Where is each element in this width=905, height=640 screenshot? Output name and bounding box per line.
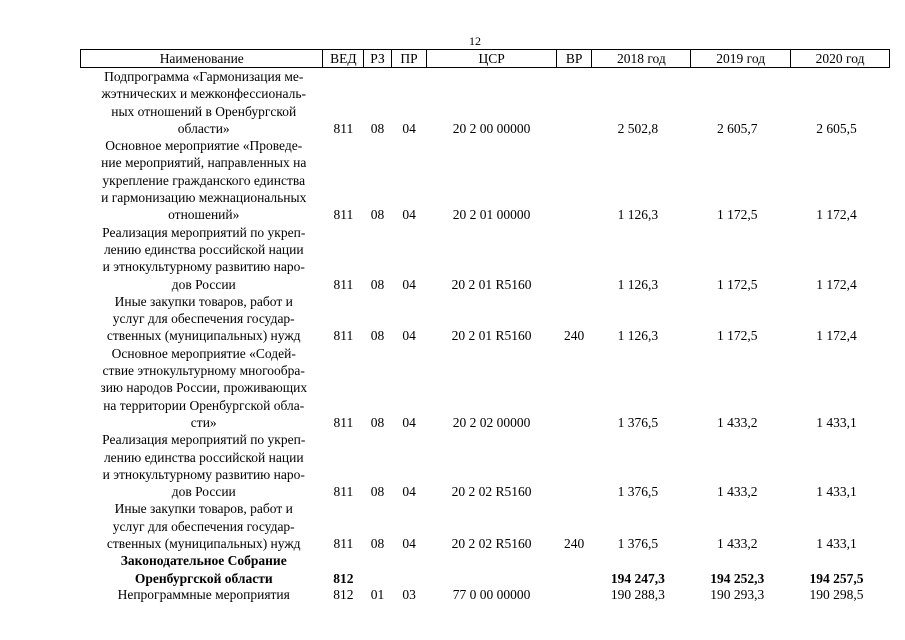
- row-2018: 1 376,5: [617, 536, 659, 552]
- row-name-line: укрепление гражданского единства: [102, 172, 306, 188]
- header-vr: ВР: [556, 50, 592, 68]
- row-name-line: Реализация мероприятий по укреп-: [102, 432, 306, 448]
- row-2019: 1 433,2: [716, 414, 758, 430]
- row-rz: 08: [370, 328, 385, 344]
- row-2018: 1 376,5: [617, 484, 659, 500]
- row-2018: 1 126,3: [617, 276, 659, 292]
- row-2018: 190 288,3: [610, 586, 665, 602]
- header-csr: ЦСР: [427, 50, 556, 68]
- row-name: [81, 587, 323, 602]
- row-ved: 811: [333, 120, 354, 136]
- row-name: [81, 293, 323, 345]
- row-name: [81, 500, 323, 552]
- row-name-line: лению единства российской нации: [103, 449, 304, 465]
- row-2019: 194 252,3: [710, 570, 765, 586]
- row-vr: [556, 345, 592, 431]
- table-row: [81, 500, 890, 552]
- row-vr: [556, 68, 592, 138]
- row-ved: 811: [333, 207, 354, 223]
- table-row: [81, 293, 890, 345]
- row-csr: [427, 552, 556, 587]
- row-name-line: ственных (муниципальных) нужд: [106, 536, 301, 552]
- header-rz: РЗ: [364, 50, 392, 68]
- row-pr: 04: [402, 414, 416, 430]
- row-rz: 08: [370, 207, 385, 223]
- header-2020: 2020 год: [791, 50, 890, 68]
- row-vr: 240: [563, 328, 585, 344]
- budget-table: [80, 49, 890, 602]
- row-name-line: Подпрограмма «Гармонизация ме-: [104, 69, 304, 84]
- row-name-line: зию народов России, проживающих: [100, 380, 308, 396]
- row-2018: 1 126,3: [617, 328, 659, 344]
- row-name-line: Иные закупки товаров, работ и: [114, 293, 293, 309]
- row-ved: 811: [333, 536, 354, 552]
- row-name-line: сти»: [190, 414, 217, 430]
- row-2019: 190 293,3: [710, 586, 765, 602]
- row-name-line: услуг для обеспечения государ-: [112, 311, 295, 327]
- table-row: [81, 587, 890, 602]
- row-csr: 20 2 02 R5160: [451, 484, 532, 500]
- row-2018: 1 126,3: [617, 207, 659, 223]
- page-number: 12: [469, 34, 481, 48]
- row-name-line: дов России: [171, 276, 236, 292]
- row-name-line: ствие этнокультурному многообра-: [102, 363, 305, 379]
- row-2019: 1 433,2: [716, 484, 758, 500]
- row-2018: 194 247,3: [610, 570, 665, 586]
- row-ved: 812: [333, 570, 354, 586]
- row-name: [81, 552, 323, 587]
- row-pr: 03: [402, 586, 416, 602]
- row-rz: 08: [370, 484, 385, 500]
- row-name: [81, 224, 323, 293]
- row-csr: 20 2 00 00000: [452, 120, 531, 136]
- row-2020: 1 433,1: [816, 414, 857, 430]
- row-name-line: Реализация мероприятий по укреп-: [102, 224, 306, 240]
- row-name-line: Оренбургской области: [134, 570, 273, 586]
- row-name: [81, 68, 323, 138]
- row-name-line: Законодательное Собрание: [120, 553, 287, 569]
- row-pr: 04: [402, 276, 416, 292]
- table-header-row: [81, 50, 890, 68]
- header-ved: ВЕД: [323, 50, 364, 68]
- header-2019: 2019 год: [691, 50, 791, 68]
- row-rz: 08: [370, 414, 385, 430]
- row-rz: 08: [370, 276, 385, 292]
- row-ved: 812: [333, 586, 354, 602]
- row-vr: [556, 552, 592, 587]
- row-name-line: отношений»: [168, 207, 240, 223]
- table-row: [81, 137, 890, 223]
- row-name-line: ние мероприятий, направленных на: [101, 155, 307, 171]
- row-rz: 08: [370, 536, 385, 552]
- row-name: [81, 345, 323, 431]
- row-csr: 20 2 02 00000: [452, 414, 531, 430]
- row-2020: 1 433,1: [816, 536, 857, 552]
- row-pr: 04: [402, 207, 416, 223]
- row-ved: 811: [333, 276, 354, 292]
- row-pr: 04: [402, 484, 416, 500]
- row-csr: 20 2 01 00000: [452, 207, 531, 223]
- header-2018: 2018 год: [592, 50, 691, 68]
- row-2020: 1 172,4: [816, 328, 857, 344]
- row-name-line: Иные закупки товаров, работ и: [114, 501, 293, 517]
- row-2019: 2 605,7: [716, 120, 758, 136]
- row-name-line: услуг для обеспечения государ-: [112, 518, 295, 534]
- row-name-line: лению единства российской нации: [103, 241, 304, 257]
- row-name: [81, 137, 323, 223]
- row-name-line: жэтнических и межконфессиональ-: [101, 86, 307, 102]
- row-pr: 04: [402, 120, 416, 136]
- row-name-line: дов России: [171, 484, 236, 500]
- row-name: [81, 431, 323, 500]
- row-name-line: и гармонизацию межнациональных: [101, 190, 307, 206]
- row-pr: [391, 552, 427, 587]
- table-body: [81, 68, 890, 602]
- row-csr: 20 2 02 R5160: [451, 536, 532, 552]
- row-2018: 2 502,8: [617, 120, 659, 136]
- row-rz: 01: [370, 586, 385, 602]
- row-2019: 1 172,5: [716, 276, 758, 292]
- row-2020: 2 605,5: [816, 120, 857, 136]
- row-vr: [556, 587, 592, 602]
- row-2019: 1 433,2: [716, 536, 758, 552]
- row-vr: 240: [563, 536, 585, 552]
- row-ved: 811: [333, 414, 354, 430]
- row-vr: [556, 137, 592, 223]
- row-ved: 811: [333, 484, 354, 500]
- row-2020: 1 433,1: [816, 484, 857, 500]
- row-name-line: области»: [177, 120, 230, 136]
- row-2018: 1 376,5: [617, 414, 659, 430]
- row-csr: 77 0 00 00000: [452, 586, 531, 602]
- header-pr: ПР: [391, 50, 427, 68]
- row-2020: 1 172,4: [816, 207, 857, 223]
- row-name-line: Непрограммные мероприятия: [117, 586, 290, 602]
- table-row: [81, 68, 890, 138]
- row-name-line: Основное мероприятие «Содей-: [111, 345, 296, 361]
- row-pr: 04: [402, 328, 416, 344]
- table-row: [81, 345, 890, 431]
- row-2020: 194 257,5: [809, 570, 864, 586]
- row-name-line: и этнокультурному развитию наро-: [102, 466, 305, 482]
- row-vr: [556, 431, 592, 500]
- row-vr: [556, 224, 592, 293]
- row-rz: 08: [370, 120, 385, 136]
- header-name: Наименование: [81, 50, 323, 68]
- table-row: [81, 224, 890, 293]
- row-rz: [364, 552, 392, 587]
- table-row: [81, 431, 890, 500]
- row-ved: 811: [333, 328, 354, 344]
- table-row: [81, 552, 890, 587]
- row-name-line: и этнокультурному развитию наро-: [102, 259, 305, 275]
- row-csr: 20 2 01 R5160: [451, 276, 532, 292]
- row-name-line: ственных (муниципальных) нужд: [106, 328, 301, 344]
- row-pr: 04: [402, 536, 416, 552]
- row-csr: 20 2 01 R5160: [451, 328, 532, 344]
- row-2020: 1 172,4: [816, 276, 857, 292]
- row-name-line: на территории Оренбургской обла-: [103, 397, 305, 413]
- row-2019: 1 172,5: [716, 328, 758, 344]
- row-name-line: Основное мероприятие «Проведе-: [105, 138, 303, 154]
- row-name-line: ных отношений в Оренбургской: [111, 103, 297, 119]
- row-2020: 190 298,5: [809, 586, 864, 602]
- row-2019: 1 172,5: [716, 207, 758, 223]
